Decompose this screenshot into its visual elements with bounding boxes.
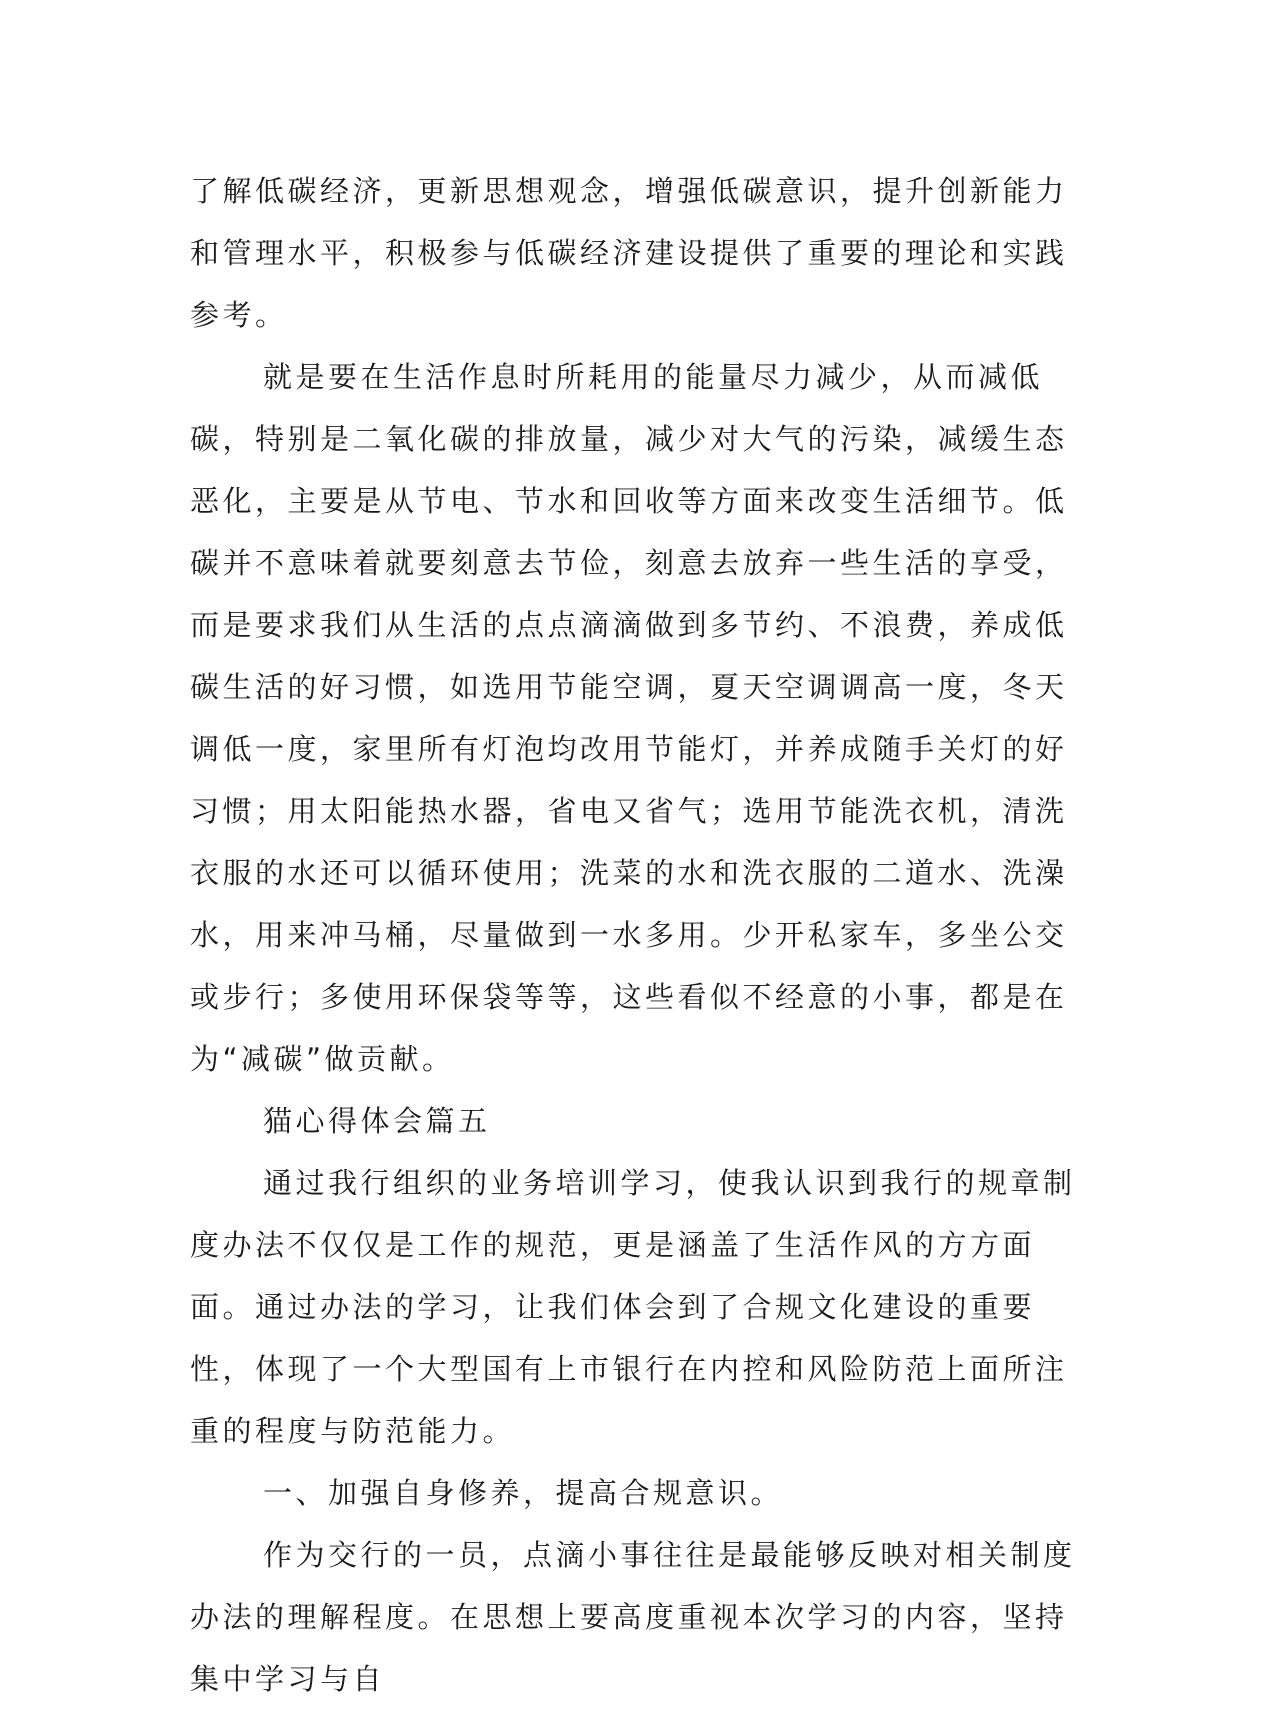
paragraph-continuation: 了解低碳经济，更新思想观念，增强低碳意识，提升创新能力和管理水平，积极参与低碳经济建设提供了重要的理论和实践参考。 <box>190 174 1068 332</box>
section-heading: 猫心得体会篇五 <box>263 1104 491 1138</box>
document-body <box>190 160 1080 1710</box>
paragraph-compliance: 作为交行的一员，点滴小事往往是最能够反映对相关制度办法的理解程度。在思想上要高度重视本次学习的内容，坚持集中学习与自 <box>190 1538 1076 1696</box>
paragraph-training: 通过我行组织的业务培训学习，使我认识到我行的规章制度办法不仅仅是工作的规范，更是涵盖了生活作风的方方面面。通过办法的学习，让我们体会到了合规文化建设的重要性，体现了一个大型国有上市银行在内控和风险防范上面所注重的程度与防范能力。 <box>190 1166 1076 1448</box>
paragraph-low-carbon-living: 就是要在生活作息时所耗用的能量尽力减少，从而减低碳，特别是二氧化碳的排放量，减少对大气的污染，减缓生态恶化，主要是从节电、节水和回收等方面来改变生活细节。低碳并不意味着就要刻意去节俭，刻意去放弃一些生活的享受，而是要求我们从生活的点点滴滴做到多节约、不浪费，养成低碳生活的好习惯，如选用节能空调，夏天空调调高一度，冬天调低一度，家里所有灯泡均改用节能灯，并养成随手关灯的好习惯；用太阳能热水器，省电又省气；选用节能洗衣机，清洗衣服的水还可以循环使用；洗菜的水和洗衣服的二道水、洗澡水，用来冲马桶，尽量做到一水多用。少开私家车，多坐公交或步行；多使用环保袋等等，这些看似不经意的小事，都是在为“减碳”做贡献。 <box>190 360 1068 1076</box>
subsection-heading: 一、加强自身修养，提高合规意识。 <box>263 1476 784 1510</box>
